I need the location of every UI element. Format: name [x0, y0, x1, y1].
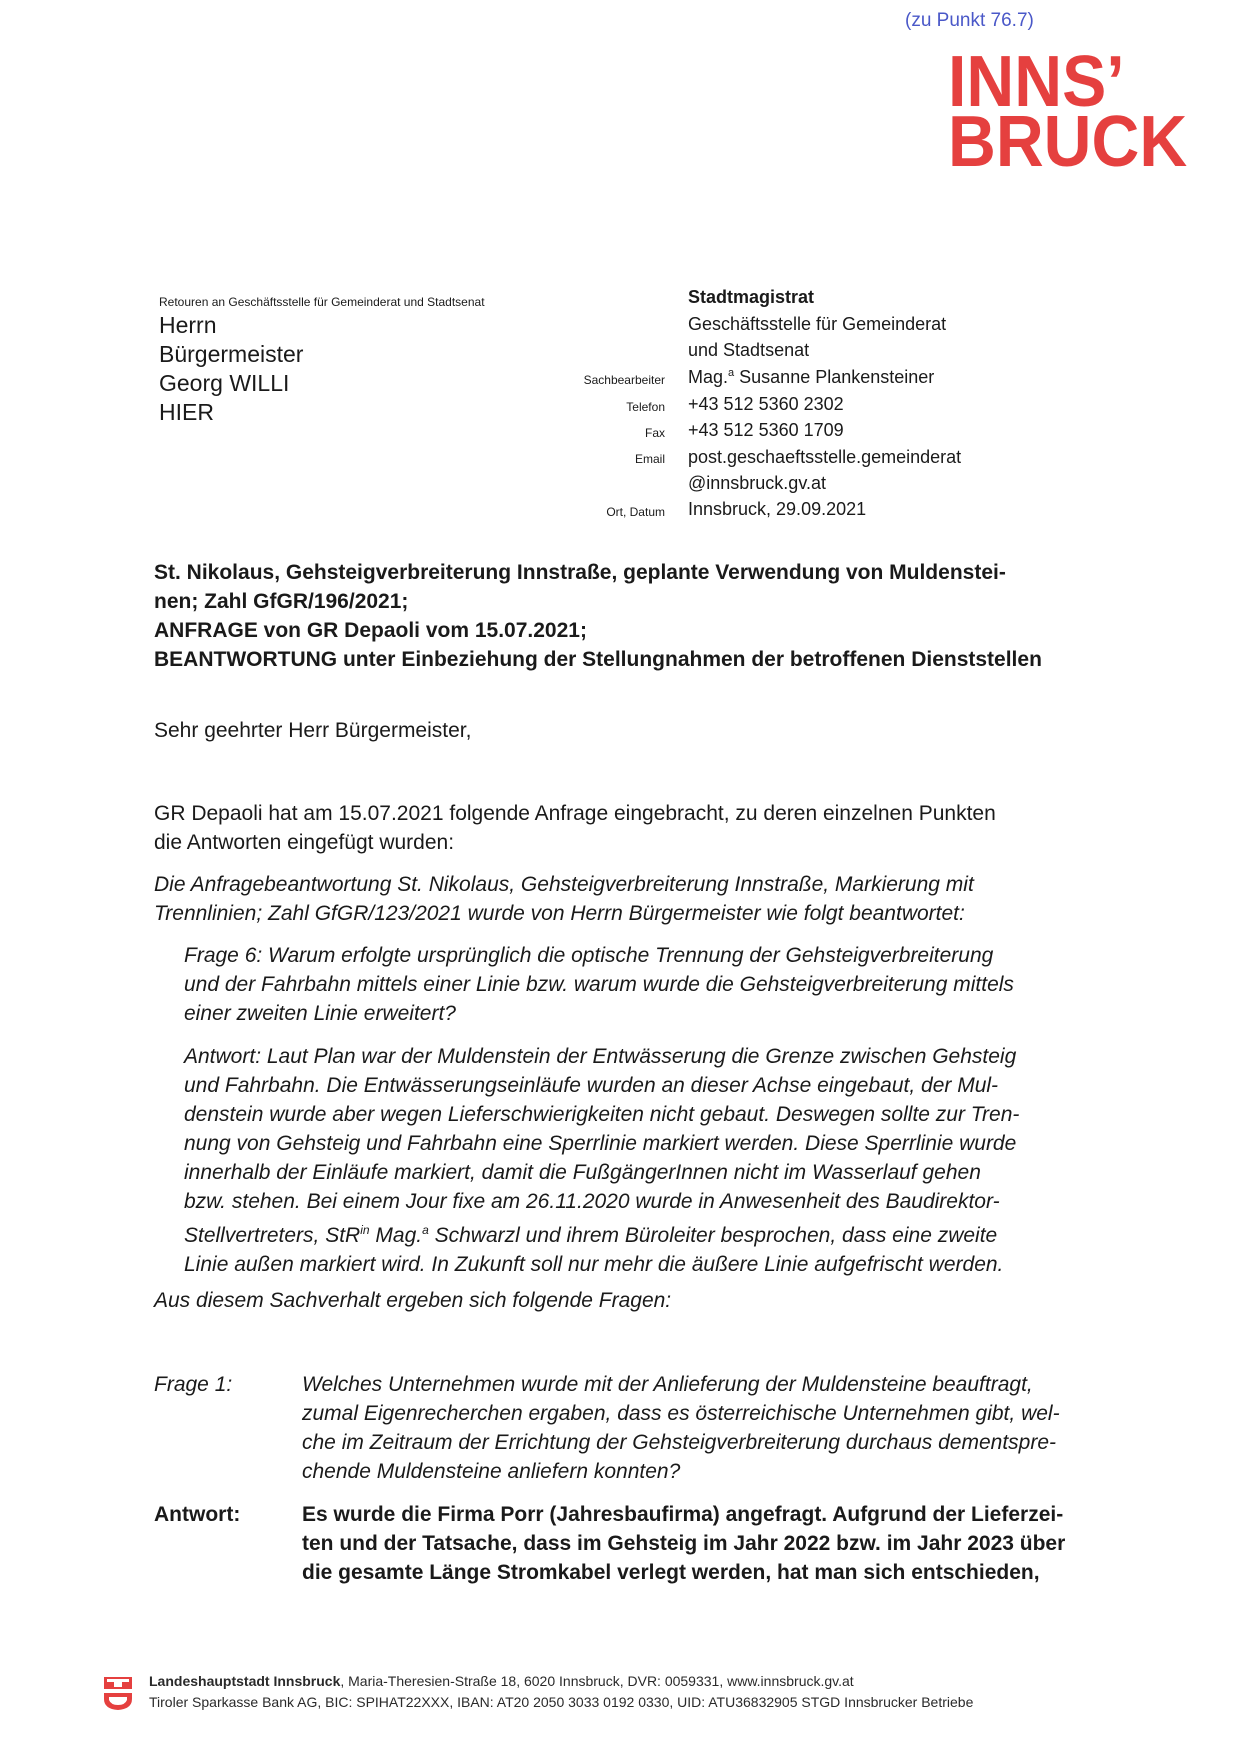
- answer-line: die gesamte Länge Stromkabel verlegt werden, hat man sich entschieden,: [302, 1561, 1040, 1584]
- salutation: Sehr geehrter Herr Bürgermeister,: [154, 719, 472, 742]
- subject: [154, 558, 1134, 674]
- date-value: Innsbruck, 29.09.2021: [688, 499, 867, 519]
- clerk-prefix: Mag.: [688, 367, 729, 387]
- prev-answer-line: innerhalb der Einläufe markiert, damit die FußgängerInnen nicht im Wasserlauf gehen: [184, 1161, 981, 1184]
- recipient-line: Herrn: [159, 312, 217, 338]
- previous-answer: [184, 1042, 1019, 1279]
- answer-1-label: Antwort:: [154, 1503, 241, 1526]
- clerk-sup: a: [728, 367, 735, 379]
- prev-question-line: einer zweiten Linie erweitert?: [184, 1002, 456, 1025]
- recipient-line: Bürgermeister: [159, 341, 304, 367]
- footer-line-1: [149, 1673, 854, 1689]
- logo-line-1: INNS’: [948, 42, 1125, 122]
- footer-address: , Maria-Theresien-Straße 18, 6020 Innsbruck, DVR: 0059331, www.innsbruck.gv.at: [340, 1673, 854, 1689]
- prev-answer-line: und Fahrbahn. Die Entwässerungseinläufe wurden an dieser Achse eingebaut, der Mul-: [184, 1074, 999, 1097]
- innsbruck-logo: [948, 42, 1188, 182]
- question-line: chende Muldensteine anliefern konnten?: [302, 1460, 681, 1483]
- footer-city: Landeshauptstadt Innsbruck: [149, 1673, 341, 1689]
- prev-answer-line: bzw. stehen. Bei einem Jour fixe am 26.11.2020 wurde in Anwesenheit des Baudirektor-: [184, 1190, 1000, 1213]
- prev-answer-line: nung von Gehsteig und Fahrbahn eine Sperrlinie markiert werden. Diese Sperrlinie wurde: [184, 1132, 1017, 1155]
- return-address: Retouren an Geschäftsstelle für Gemeinderat und Stadtsenat: [159, 295, 485, 309]
- answer-line: ten und der Tatsache, dass im Gehsteig im Jahr 2022 bzw. im Jahr 2023 über: [302, 1532, 1066, 1555]
- recipient-line: Georg WILLI: [159, 370, 290, 396]
- sender-org: Stadtmagistrat: [688, 287, 815, 307]
- prev-answer-part: Mag.: [369, 1224, 423, 1247]
- quote-intro: [154, 870, 974, 928]
- date-label: Ort, Datum: [606, 505, 665, 519]
- email-label: Email: [634, 452, 665, 466]
- reference-note: (zu Punkt 76.7): [905, 10, 1034, 31]
- subject-line: nen; Zahl GfGR/196/2021;: [154, 590, 409, 613]
- prev-answer-sup: in: [360, 1223, 370, 1237]
- prev-answer-part: Schwarzl und ihrem Büroleiter besprochen, dass eine zweite: [428, 1224, 998, 1247]
- recipient-address: [159, 311, 303, 427]
- answer-1-text: [302, 1500, 1065, 1587]
- quote-intro-line: Trennlinien; Zahl GfGR/123/2021 wurde von Herrn Bürgermeister wie folgt beantwortet:: [154, 902, 965, 925]
- clerk-surname: Susanne Plankensteiner: [734, 367, 935, 387]
- fax-value: +43 512 5360 1709: [688, 420, 844, 440]
- question-1-text: [302, 1370, 1060, 1486]
- sender-dept-1: Geschäftsstelle für Gemeinderat: [688, 314, 947, 334]
- fax-label: Fax: [644, 426, 665, 440]
- intro-line: die Antworten eingefügt wurden:: [154, 831, 455, 854]
- prev-answer-line: Antwort: Laut Plan war der Muldenstein der Entwässerung die Grenze zwischen Gehsteig: [184, 1045, 1017, 1068]
- clerk-label: Sachbearbeiter: [583, 373, 665, 387]
- question-line: Welches Unternehmen wurde mit der Anlieferung der Muldensteine beauftragt,: [302, 1373, 1033, 1396]
- subject-line: St. Nikolaus, Gehsteigverbreiterung Innstraße, geplante Verwendung von Muldenstei-: [154, 561, 1006, 584]
- prev-question-line: und der Fahrbahn mittels einer Linie bzw. warum wurde die Gehsteigverbreiterung mittels: [184, 973, 1014, 996]
- previous-question: [184, 941, 1014, 1028]
- footer-line-2: Tiroler Sparkasse Bank AG, BIC: SPIHAT22XXX, IBAN: AT20 2050 3033 0192 0330, UID: ATU36832905 STGD Innsbrucker Betriebe: [149, 1694, 974, 1710]
- city-crest-icon: [103, 1675, 133, 1711]
- phone-label: Telefon: [626, 400, 665, 414]
- email-value-1[interactable]: post.geschaeftsstelle.gemeinderat: [688, 447, 962, 467]
- logo-line-2: BRUCK: [948, 102, 1188, 182]
- answer-line: Es wurde die Firma Porr (Jahresbaufirma) angefragt. Aufgrund der Lieferzei-: [302, 1503, 1064, 1526]
- prev-answer-line: Linie außen markiert wird. In Zukunft soll nur mehr die äußere Linie aufgefrischt werden.: [184, 1253, 1004, 1276]
- email-value-2[interactable]: @innsbruck.gv.at: [688, 473, 826, 493]
- prev-answer-part: Stellvertreters, StR: [184, 1224, 361, 1247]
- phone-value: +43 512 5360 2302: [688, 394, 844, 414]
- prev-answer-sup: a: [422, 1223, 429, 1237]
- subject-line: BEANTWORTUNG unter Einbeziehung der Stellungnahmen der betroffenen Dienststellen: [154, 648, 1042, 671]
- subject-line: ANFRAGE von GR Depaoli vom 15.07.2021;: [154, 619, 587, 642]
- recipient-line: HIER: [159, 399, 214, 425]
- question-1-label: Frage 1:: [154, 1373, 233, 1396]
- quote-intro-line: Die Anfragebeantwortung St. Nikolaus, Gehsteigverbreiterung Innstraße, Markierung mit: [154, 873, 974, 896]
- prev-answer-line: denstein wurde aber wegen Lieferschwierigkeiten nicht gebaut. Deswegen sollte zur Tren-: [184, 1103, 1020, 1126]
- sender-dept-2: und Stadtsenat: [688, 340, 810, 360]
- question-line: che im Zeitraum der Errichtung der Gehsteigverbreiterung durchaus dementspre-: [302, 1431, 1057, 1454]
- intro-line: GR Depaoli hat am 15.07.2021 folgende Anfrage eingebracht, zu deren einzelnen Punkten: [154, 802, 996, 825]
- question-line: zumal Eigenrecherchen ergaben, dass es österreichische Unternehmen gibt, wel-: [302, 1402, 1060, 1425]
- follow-up: Aus diesem Sachverhalt ergeben sich folgende Fragen:: [154, 1289, 672, 1312]
- prev-answer-line: [184, 1216, 1019, 1250]
- prev-question-line: Frage 6: Warum erfolgte ursprünglich die optische Trennung der Gehsteigverbreiterung: [184, 944, 994, 967]
- intro-paragraph: [154, 799, 996, 857]
- clerk-name: [688, 367, 934, 388]
